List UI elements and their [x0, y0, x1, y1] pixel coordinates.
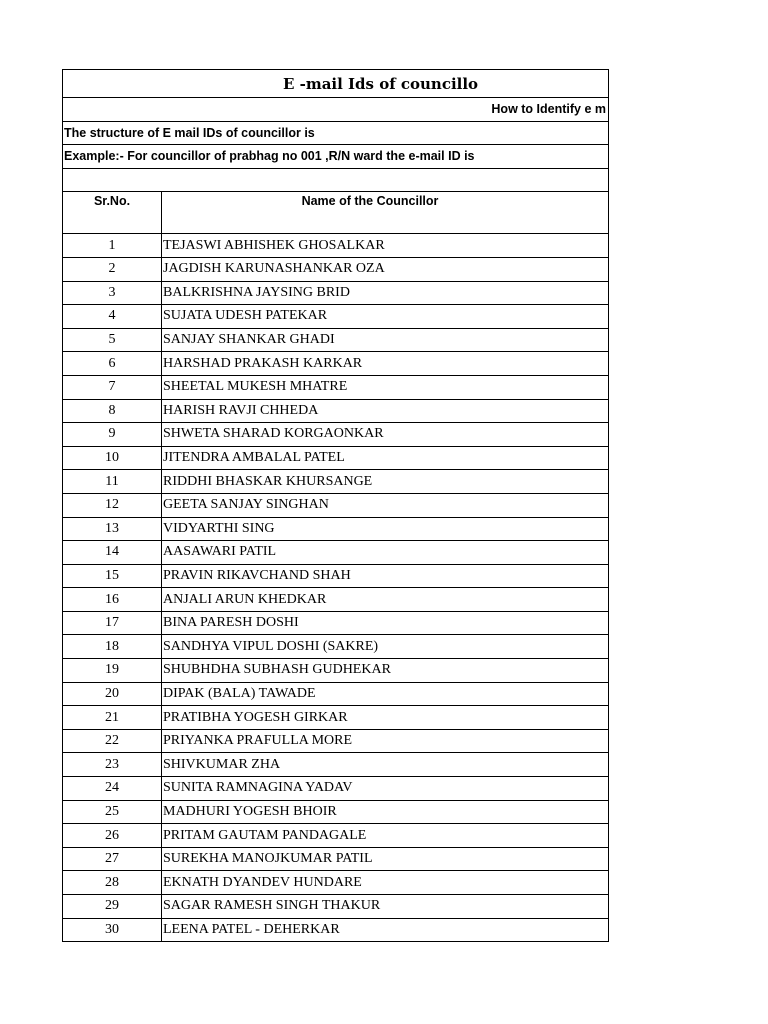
sr-no-cell[interactable]: 17: [63, 611, 162, 635]
table-row: [63, 777, 609, 801]
table-row: [63, 328, 609, 352]
councillor-name-cell[interactable]: SHWETA SHARAD KORGAONKAR: [162, 423, 609, 447]
sr-no-cell[interactable]: 14: [63, 541, 162, 565]
table-row: [63, 281, 609, 305]
councillor-name-cell[interactable]: AASAWARI PATIL: [162, 541, 609, 565]
councillor-name-cell[interactable]: ANJALI ARUN KHEDKAR: [162, 588, 609, 612]
sr-no-cell[interactable]: 25: [63, 800, 162, 824]
sr-no-cell[interactable]: 29: [63, 895, 162, 919]
blank-row: [63, 168, 609, 192]
sr-no-cell[interactable]: 27: [63, 847, 162, 871]
councillor-name-cell[interactable]: JAGDISH KARUNASHANKAR OZA: [162, 257, 609, 281]
title-row: [63, 70, 609, 98]
councillor-name-cell[interactable]: SHUBHDHA SUBHASH GUDHEKAR: [162, 659, 609, 683]
sr-no-cell[interactable]: 11: [63, 470, 162, 494]
councillor-name-cell[interactable]: SUREKHA MANOJKUMAR PATIL: [162, 847, 609, 871]
councillor-name-cell[interactable]: RIDDHI BHASKAR KHURSANGE: [162, 470, 609, 494]
sr-no-cell[interactable]: 20: [63, 682, 162, 706]
sr-no-cell[interactable]: 8: [63, 399, 162, 423]
table-row: [63, 588, 609, 612]
table-row: [63, 753, 609, 777]
sheet-subtitle[interactable]: How to Identify e m: [63, 98, 609, 122]
councillor-name-cell[interactable]: SHIVKUMAR ZHA: [162, 753, 609, 777]
table-row: [63, 257, 609, 281]
sr-no-cell[interactable]: 19: [63, 659, 162, 683]
table-row: [63, 517, 609, 541]
table-row: [63, 847, 609, 871]
example-line[interactable]: Example:- For councillor of prabhag no 001 ,R/N ward the e-mail ID is: [63, 145, 609, 169]
table-row: [63, 659, 609, 683]
councillor-name-cell[interactable]: SHEETAL MUKESH MHATRE: [162, 375, 609, 399]
councillor-name-cell[interactable]: VIDYARTHI SING: [162, 517, 609, 541]
table-row: [63, 541, 609, 565]
table-row: [63, 446, 609, 470]
table-row: [63, 635, 609, 659]
table-row: [63, 611, 609, 635]
sr-no-cell[interactable]: 26: [63, 824, 162, 848]
table-row: [63, 423, 609, 447]
sr-no-cell[interactable]: 10: [63, 446, 162, 470]
sr-no-cell[interactable]: 16: [63, 588, 162, 612]
table-row: [63, 895, 609, 919]
table-row: [63, 706, 609, 730]
sr-no-cell[interactable]: 6: [63, 352, 162, 376]
sr-no-cell[interactable]: 22: [63, 729, 162, 753]
table-row: [63, 470, 609, 494]
councillor-name-cell[interactable]: SAGAR RAMESH SINGH THAKUR: [162, 895, 609, 919]
table-row: [63, 352, 609, 376]
sr-no-cell[interactable]: 3: [63, 281, 162, 305]
sr-no-cell[interactable]: 12: [63, 493, 162, 517]
table-row: [63, 871, 609, 895]
councillor-name-cell[interactable]: EKNATH DYANDEV HUNDARE: [162, 871, 609, 895]
councillor-name-cell[interactable]: HARSHAD PRAKASH KARKAR: [162, 352, 609, 376]
councillor-name-cell[interactable]: BALKRISHNA JAYSING BRID: [162, 281, 609, 305]
councillor-name-cell[interactable]: PRATIBHA YOGESH GIRKAR: [162, 706, 609, 730]
sr-no-cell[interactable]: 28: [63, 871, 162, 895]
councillor-name-cell[interactable]: HARISH RAVJI CHHEDA: [162, 399, 609, 423]
councillor-name-cell[interactable]: MADHURI YOGESH BHOIR: [162, 800, 609, 824]
councillor-name-cell[interactable]: PRIYANKA PRAFULLA MORE: [162, 729, 609, 753]
table-row: [63, 375, 609, 399]
councillor-name-cell[interactable]: SANDHYA VIPUL DOSHI (SAKRE): [162, 635, 609, 659]
sr-no-cell[interactable]: 9: [63, 423, 162, 447]
header-srno[interactable]: Sr.No.: [63, 192, 162, 234]
sheet-title[interactable]: E -mail Ids of councillo: [63, 70, 609, 98]
spreadsheet-table-view: [62, 69, 606, 942]
sr-no-cell[interactable]: 24: [63, 777, 162, 801]
structure-line[interactable]: The structure of E mail IDs of councillor is: [63, 121, 609, 145]
sr-no-cell[interactable]: 7: [63, 375, 162, 399]
councillor-name-cell[interactable]: JITENDRA AMBALAL PATEL: [162, 446, 609, 470]
table-row: [63, 729, 609, 753]
table-body: [63, 70, 609, 942]
blank-cell[interactable]: [63, 168, 609, 192]
councillor-name-cell[interactable]: TEJASWI ABHISHEK GHOSALKAR: [162, 234, 609, 258]
table-row: [63, 399, 609, 423]
sr-no-cell[interactable]: 13: [63, 517, 162, 541]
councillor-table: [62, 69, 609, 942]
sr-no-cell[interactable]: 30: [63, 918, 162, 942]
table-row: [63, 564, 609, 588]
table-row: [63, 682, 609, 706]
sr-no-cell[interactable]: 2: [63, 257, 162, 281]
councillor-name-cell[interactable]: SANJAY SHANKAR GHADI: [162, 328, 609, 352]
sr-no-cell[interactable]: 5: [63, 328, 162, 352]
councillor-name-cell[interactable]: BINA PARESH DOSHI: [162, 611, 609, 635]
table-row: [63, 493, 609, 517]
councillor-name-cell[interactable]: PRITAM GAUTAM PANDAGALE: [162, 824, 609, 848]
table-row: [63, 800, 609, 824]
sr-no-cell[interactable]: 1: [63, 234, 162, 258]
table-row: [63, 918, 609, 942]
sr-no-cell[interactable]: 4: [63, 305, 162, 329]
councillor-name-cell[interactable]: DIPAK (BALA) TAWADE: [162, 682, 609, 706]
table-row: [63, 234, 609, 258]
councillor-name-cell[interactable]: LEENA PATEL - DEHERKAR: [162, 918, 609, 942]
header-name[interactable]: Name of the Councillor: [162, 192, 609, 234]
sr-no-cell[interactable]: 18: [63, 635, 162, 659]
header-row: [63, 192, 609, 234]
table-row: [63, 824, 609, 848]
councillor-name-cell[interactable]: PRAVIN RIKAVCHAND SHAH: [162, 564, 609, 588]
sr-no-cell[interactable]: 23: [63, 753, 162, 777]
example-row: [63, 145, 609, 169]
sr-no-cell[interactable]: 21: [63, 706, 162, 730]
councillor-name-cell[interactable]: SUJATA UDESH PATEKAR: [162, 305, 609, 329]
sr-no-cell[interactable]: 15: [63, 564, 162, 588]
table-row: [63, 305, 609, 329]
councillor-name-cell[interactable]: GEETA SANJAY SINGHAN: [162, 493, 609, 517]
subtitle-row: [63, 98, 609, 122]
councillor-name-cell[interactable]: SUNITA RAMNAGINA YADAV: [162, 777, 609, 801]
structure-row: [63, 121, 609, 145]
